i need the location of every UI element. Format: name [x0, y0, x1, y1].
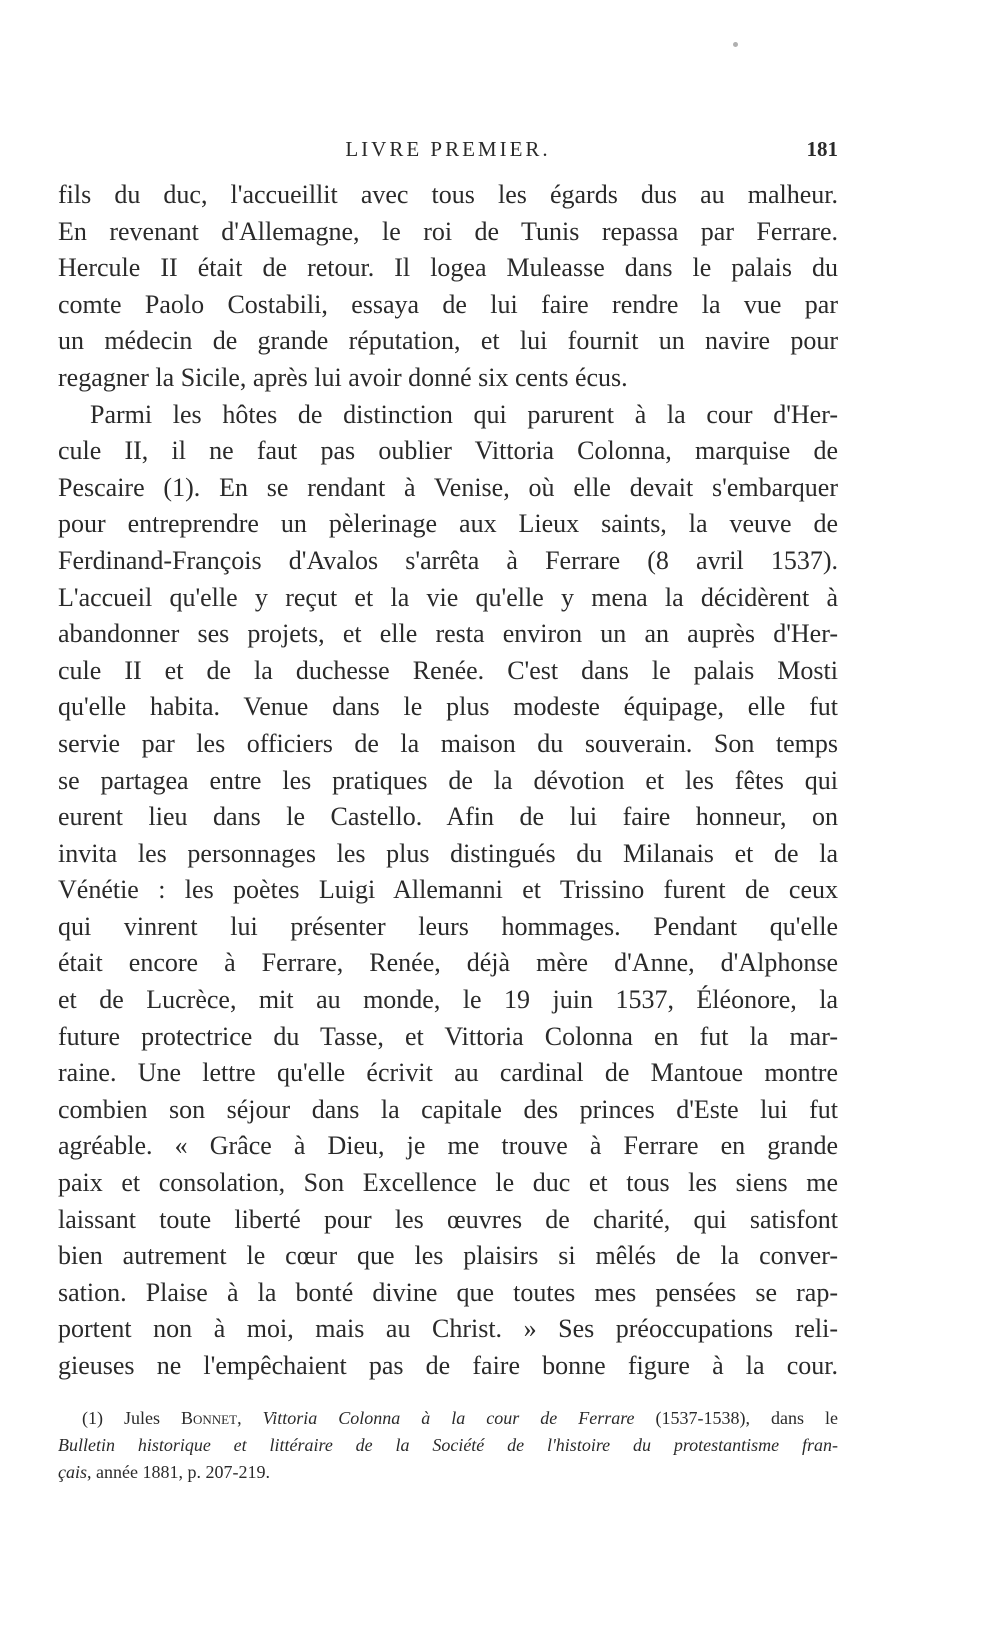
- text-line: se partagea entre les pratiques de la dévotion et les fêtes qui: [58, 765, 838, 795]
- text-line: comte Paolo Costabili, essaya de lui faire rendre la vue par: [58, 289, 838, 319]
- text-line: Vénétie : les poètes Luigi Allemanni et Trissino furent de ceux: [58, 875, 838, 905]
- text-line: était encore à Ferrare, Renée, déjà mère d'Anne, d'Alphonse: [58, 948, 838, 978]
- text-line: un médecin de grande réputation, et lui fournit un navire pour: [58, 326, 838, 356]
- text-line: eurent lieu dans le Castello. Afin de lui faire honneur, on: [58, 802, 838, 832]
- footnote-tail: , année 1881, p. 207-219.: [87, 1461, 270, 1482]
- text-line: qui vinrent lui présenter leurs hommages. Pendant qu'elle: [58, 911, 838, 941]
- text-line: invita les personnages les plus distingués du Milanais et de la: [58, 838, 838, 868]
- footnote-separator: ,: [237, 1407, 263, 1428]
- running-head: [58, 135, 838, 165]
- text-line: future protectrice du Tasse, et Vittoria Colonna en fut la mar-: [58, 1021, 838, 1051]
- text-line: Ferdinand-François d'Avalos s'arrêta à Ferrare (8 avril 1537).: [58, 545, 838, 575]
- page-number: 181: [806, 137, 838, 161]
- running-title: LIVRE PREMIER.: [345, 137, 551, 161]
- text-line: laissant toute liberté pour les œuvres de charité, qui satisfont: [58, 1204, 838, 1234]
- text-line: servie par les officiers de la maison du souverain. Son temps: [58, 728, 838, 758]
- text-line: En revenant d'Allemagne, le roi de Tunis repassa par Ferrare.: [58, 216, 838, 246]
- text-line: agréable. « Grâce à Dieu, je me trouve à Ferrare en grande: [58, 1131, 838, 1161]
- text-line: cule II et de la duchesse Renée. C'est dans le palais Mosti: [58, 655, 838, 685]
- text-line: L'accueil qu'elle y reçut et la vie qu'elle y mena la décidèrent à: [58, 582, 838, 612]
- footnote-journal-end: çais: [58, 1461, 87, 1482]
- book-page: [58, 135, 838, 1486]
- text-line: raine. Une lettre qu'elle écrivit au cardinal de Mantoue montre: [58, 1058, 838, 1088]
- footnote-journal: Bulletin historique et littéraire de la Société de l'histoire du protestantisme fran-: [58, 1434, 838, 1455]
- footnote-marker: (1): [82, 1407, 103, 1428]
- footnote-line: [58, 1459, 838, 1486]
- text-line: Pescaire (1). En se rendant à Venise, où elle devait s'embarquer: [58, 472, 838, 502]
- text-line: abandonner ses projets, et elle resta environ un an auprès d'Her-: [58, 619, 838, 649]
- footnote-dates: (1537-1538), dans le: [634, 1407, 839, 1428]
- text-line: sation. Plaise à la bonté divine que toutes mes pensées se rap-: [58, 1277, 838, 1307]
- footnote-author-first: Jules: [124, 1407, 160, 1428]
- paragraph-2: [58, 397, 838, 1385]
- body-text: [58, 177, 838, 1385]
- text-line: gieuses ne l'empêchaient pas de faire bonne figure à la cour.: [58, 1351, 838, 1380]
- paper-speck: [733, 42, 738, 47]
- text-line: portent non à moi, mais au Christ. » Ses préoccupations reli-: [58, 1314, 838, 1344]
- text-line: combien son séjour dans la capitale des princes d'Este lui fut: [58, 1094, 838, 1124]
- footnote-title: Vittoria Colonna à la cour de Ferrare: [262, 1407, 635, 1428]
- text-line: Parmi les hôtes de distinction qui parurent à la cour d'Her-: [90, 399, 838, 429]
- text-line: Hercule II était de retour. Il logea Muleasse dans le palais du: [58, 253, 838, 283]
- text-line: cule II, il ne faut pas oublier Vittoria Colonna, marquise de: [58, 436, 838, 466]
- text-line: fils du duc, l'accueillit avec tous les égards dus au malheur.: [58, 180, 838, 209]
- text-line: qu'elle habita. Venue dans le plus modeste équipage, elle fut: [58, 692, 838, 722]
- paragraph-1: [58, 177, 838, 397]
- text-line: bien autrement le cœur que les plaisirs si mêlés de la conver-: [58, 1241, 838, 1271]
- text-line: regagner la Sicile, après lui avoir donné six cents écus.: [58, 362, 628, 392]
- text-line: paix et consolation, Son Excellence le duc et tous les siens me: [58, 1168, 838, 1198]
- text-line: pour entreprendre un pèlerinage aux Lieux saints, la veuve de: [58, 509, 838, 539]
- text-line: et de Lucrèce, mit au monde, le 19 juin 1537, Éléonore, la: [58, 985, 838, 1015]
- footnote-line: [58, 1405, 838, 1432]
- footnote: [58, 1405, 838, 1486]
- footnote-author-last: Bonnet: [181, 1407, 238, 1428]
